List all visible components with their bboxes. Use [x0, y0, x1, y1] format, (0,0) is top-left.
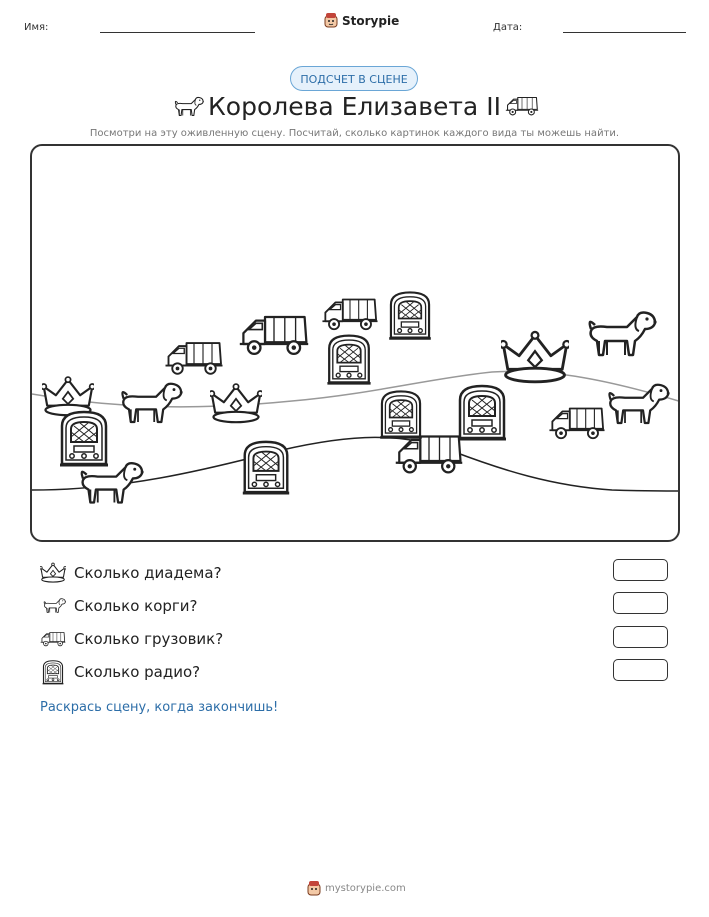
radio-icon: [239, 438, 293, 496]
truck-icon: [548, 402, 606, 444]
truck-icon: [321, 293, 379, 335]
truck-icon: [40, 626, 66, 652]
site-footer: [307, 881, 406, 896]
name-field[interactable]: [100, 32, 255, 33]
brand-name: Storypie: [342, 13, 400, 28]
activity-badge: ПОДСЧЕТ В СЦЕНЕ: [290, 66, 418, 91]
crown-icon: [40, 560, 66, 586]
truck-icon: [505, 94, 539, 118]
storypie-logo-icon: [307, 881, 321, 896]
radio-icon: [40, 659, 66, 685]
storypie-logo-icon: [324, 13, 338, 28]
question-text: Сколько грузовик?: [74, 630, 224, 648]
page-title: Королева Елизавета II: [208, 92, 501, 121]
radio-icon: [387, 289, 433, 341]
date-field[interactable]: [563, 32, 686, 33]
instructions: Посмотри на эту оживленную сцену. Посчитай, сколько картинок каждого вида ты можешь найти.: [89, 128, 620, 139]
radio-icon: [378, 388, 424, 440]
name-label: Имя:: [24, 22, 49, 33]
answer-box-trucks[interactable]: [613, 626, 668, 648]
counting-scene: [30, 144, 680, 542]
answer-box-crowns[interactable]: [613, 559, 668, 581]
question-crowns: [40, 560, 222, 586]
truck-icon: [164, 337, 224, 379]
date-label: Дата:: [493, 22, 523, 33]
radio-icon: [454, 382, 510, 442]
question-text: Сколько диадема?: [74, 564, 222, 582]
answer-box-corgis[interactable]: [613, 592, 668, 614]
radio-icon: [325, 332, 373, 386]
site-url[interactable]: mystorypie.com: [325, 883, 406, 894]
question-trucks: [40, 626, 223, 652]
question-text: Сколько радио?: [74, 663, 201, 681]
brand-logo: [324, 13, 399, 28]
corgi-icon: [598, 378, 670, 432]
corgi-icon: [40, 593, 66, 619]
crown-icon: [501, 330, 569, 386]
corgi-icon: [111, 378, 183, 430]
question-corgis: [40, 593, 198, 619]
question-radios: [40, 659, 200, 685]
truck-icon: [238, 309, 310, 361]
crown-icon: [210, 382, 262, 426]
corgi-icon: [577, 306, 657, 364]
radio-icon: [56, 408, 112, 468]
answer-box-radios[interactable]: [613, 659, 668, 681]
coloring-note: Раскрась сцену, когда закончишь!: [40, 700, 279, 715]
question-text: Сколько корги?: [74, 597, 198, 615]
